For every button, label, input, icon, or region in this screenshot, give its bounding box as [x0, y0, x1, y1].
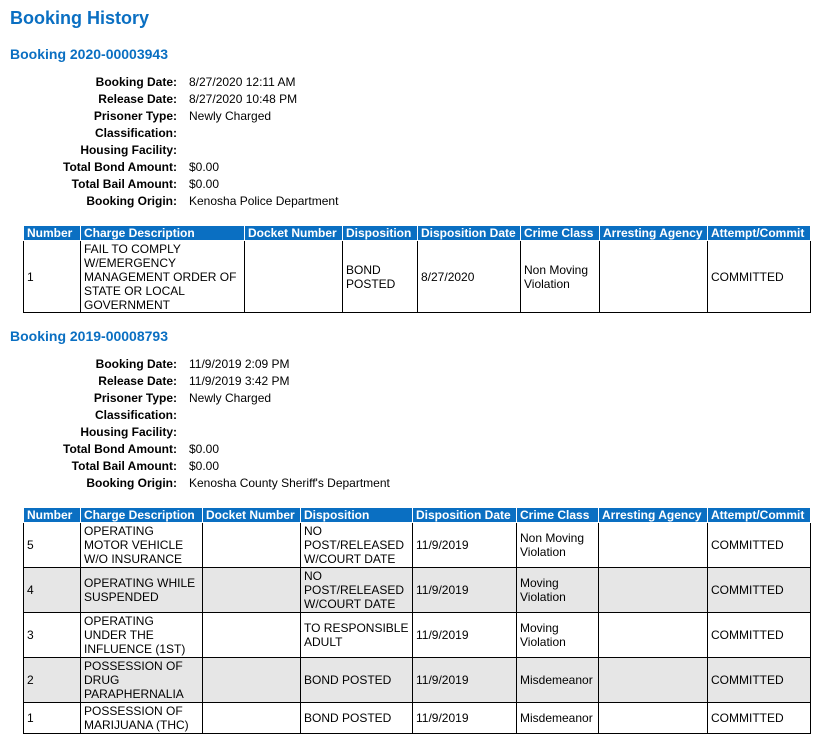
arresting-agency-cell [599, 613, 708, 658]
page-title: Booking History [10, 8, 150, 28]
table-row [24, 658, 811, 703]
column-header-charge-description: Charge Description [81, 508, 203, 523]
booking-date-label: Booking Date: [95, 75, 177, 89]
booking-date-label: Booking Date: [95, 357, 177, 371]
table-row [24, 523, 811, 568]
booking-details [0, 356, 600, 492]
docket-number-cell [203, 568, 301, 613]
charge-number-cell: 1 [24, 703, 81, 734]
docket-number-cell [203, 703, 301, 734]
total-bond-value: $0.00 [189, 160, 220, 174]
total-bond-value: $0.00 [189, 442, 220, 456]
booking-origin-value: Kenosha Police Department [189, 194, 339, 208]
disposition-date-cell: 11/9/2019 [413, 613, 517, 658]
crime-class-cell: Misdemeanor [517, 703, 599, 734]
column-header-number: Number [24, 226, 81, 241]
classification-label: Classification: [94, 126, 177, 140]
charge-description-cell: POSSESSION OF MARIJUANA (THC) [81, 703, 203, 734]
column-header-docket-number: Docket Number [203, 508, 301, 523]
booking-details [0, 74, 600, 210]
column-header-crime-class: Crime Class [517, 508, 599, 523]
charges-table [23, 225, 811, 313]
disposition-cell: BOND POSTED [301, 658, 413, 703]
crime-class-cell: Misdemeanor [517, 658, 599, 703]
release-date-value: 8/27/2020 10:48 PM [189, 92, 298, 106]
charge-description-cell: FAIL TO COMPLY W/EMERGENCY MANAGEMENT ORDER OF STATE OR LOCAL GOVERNMENT [81, 241, 245, 313]
total-bond-row [0, 441, 600, 458]
charge-number-cell: 4 [24, 568, 81, 613]
disposition-cell: NO POST/RELEASED W/COURT DATE [301, 568, 413, 613]
docket-number-cell [245, 241, 343, 313]
column-header-crime-class: Crime Class [521, 226, 600, 241]
table-header [24, 508, 811, 523]
attempt-commit-cell: COMMITTED [708, 613, 811, 658]
classification-label: Classification: [94, 408, 177, 422]
release-date-row [0, 373, 600, 390]
total-bond-label: Total Bond Amount: [63, 160, 177, 174]
housing-facility-row [0, 142, 600, 159]
charge-number-cell: 5 [24, 523, 81, 568]
table-row [24, 703, 811, 734]
disposition-date-cell: 11/9/2019 [413, 568, 517, 613]
prisoner-type-row [0, 390, 600, 407]
total-bond-label: Total Bond Amount: [63, 442, 177, 456]
disposition-date-cell: 11/9/2019 [413, 658, 517, 703]
housing-facility-row [0, 424, 600, 441]
charge-description-cell: POSSESSION OF DRUG PARAPHERNALIA [81, 658, 203, 703]
total-bond-row [0, 159, 600, 176]
column-header-disposition: Disposition [343, 226, 418, 241]
housing-facility-label: Housing Facility: [80, 143, 177, 157]
attempt-commit-cell: COMMITTED [708, 703, 811, 734]
charge-number-cell: 1 [24, 241, 81, 313]
arresting-agency-cell [599, 703, 708, 734]
arresting-agency-cell [599, 658, 708, 703]
booking-date-row [0, 356, 600, 373]
disposition-date-cell: 8/27/2020 [418, 241, 521, 313]
disposition-cell: BOND POSTED [343, 241, 418, 313]
charge-description-cell: OPERATING WHILE SUSPENDED [81, 568, 203, 613]
docket-number-cell [203, 613, 301, 658]
charge-description-cell: OPERATING UNDER THE INFLUENCE (1ST) [81, 613, 203, 658]
classification-row [0, 407, 600, 424]
prisoner-type-label: Prisoner Type: [93, 391, 177, 405]
crime-class-cell: Moving Violation [517, 568, 599, 613]
disposition-cell: TO RESPONSIBLE ADULT [301, 613, 413, 658]
disposition-date-cell: 11/9/2019 [413, 703, 517, 734]
charges-table [23, 507, 811, 734]
booking-origin-row [0, 475, 600, 492]
booking-origin-label: Booking Origin: [86, 194, 177, 208]
table-row [24, 613, 811, 658]
release-date-row [0, 91, 600, 108]
release-date-label: Release Date: [98, 374, 177, 388]
crime-class-cell: Non Moving Violation [521, 241, 600, 313]
column-header-disposition-date: Disposition Date [413, 508, 517, 523]
booking-origin-row [0, 193, 600, 210]
attempt-commit-cell: COMMITTED [708, 658, 811, 703]
total-bail-label: Total Bail Amount: [71, 459, 177, 473]
release-date-value: 11/9/2019 3:42 PM [189, 374, 290, 388]
charge-number-cell: 2 [24, 658, 81, 703]
column-header-disposition-date: Disposition Date [418, 226, 521, 241]
booking-date-value: 8/27/2020 12:11 AM [189, 75, 296, 89]
disposition-cell: NO POST/RELEASED W/COURT DATE [301, 523, 413, 568]
crime-class-cell: Non Moving Violation [517, 523, 599, 568]
booking-title: Booking 2020-00003943 [10, 46, 168, 62]
table-row [24, 568, 811, 613]
release-date-label: Release Date: [98, 92, 177, 106]
booking-origin-label: Booking Origin: [86, 476, 177, 490]
attempt-commit-cell: COMMITTED [708, 568, 811, 613]
charge-number-cell: 3 [24, 613, 81, 658]
booking-date-value: 11/9/2019 2:09 PM [189, 357, 290, 371]
total-bail-row [0, 176, 600, 193]
table-header [24, 226, 811, 241]
docket-number-cell [203, 658, 301, 703]
column-header-attempt-commit: Attempt/Commit [708, 508, 811, 523]
column-header-arresting-agency: Arresting Agency [600, 226, 708, 241]
table-row [24, 241, 811, 313]
arresting-agency-cell [599, 523, 708, 568]
column-header-arresting-agency: Arresting Agency [599, 508, 708, 523]
total-bail-value: $0.00 [189, 177, 220, 191]
booking-origin-value: Kenosha County Sheriff's Department [189, 476, 390, 490]
column-header-charge-description: Charge Description [81, 226, 245, 241]
disposition-date-cell: 11/9/2019 [413, 523, 517, 568]
booking-date-row [0, 74, 600, 91]
attempt-commit-cell: COMMITTED [708, 523, 811, 568]
prisoner-type-row [0, 108, 600, 125]
charge-description-cell: OPERATING MOTOR VEHICLE W/O INSURANCE [81, 523, 203, 568]
total-bail-row [0, 458, 600, 475]
total-bail-value: $0.00 [189, 459, 220, 473]
attempt-commit-cell: COMMITTED [708, 241, 811, 313]
prisoner-type-value: Newly Charged [189, 391, 272, 405]
column-header-number: Number [24, 508, 81, 523]
housing-facility-label: Housing Facility: [80, 425, 177, 439]
booking-title: Booking 2019-00008793 [10, 328, 168, 344]
arresting-agency-cell [600, 241, 708, 313]
prisoner-type-label: Prisoner Type: [93, 109, 177, 123]
column-header-disposition: Disposition [301, 508, 413, 523]
prisoner-type-value: Newly Charged [189, 109, 272, 123]
disposition-cell: BOND POSTED [301, 703, 413, 734]
classification-row [0, 125, 600, 142]
column-header-attempt-commit: Attempt/Commit [708, 226, 811, 241]
docket-number-cell [203, 523, 301, 568]
crime-class-cell: Moving Violation [517, 613, 599, 658]
column-header-docket-number: Docket Number [245, 226, 343, 241]
total-bail-label: Total Bail Amount: [71, 177, 177, 191]
arresting-agency-cell [599, 568, 708, 613]
